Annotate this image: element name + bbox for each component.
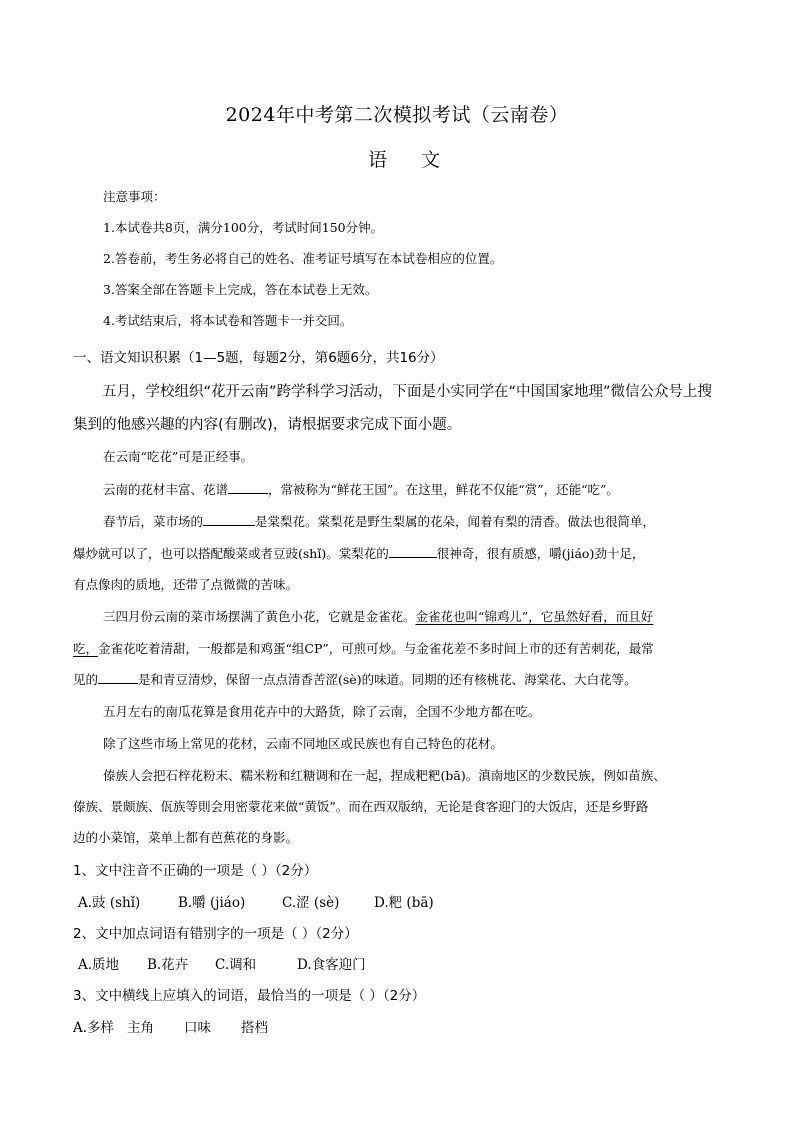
article-text: 爆炒就可以了，也可以搭配酸菜或者豆豉(shǐ)。棠梨花的 <box>73 546 389 561</box>
option: D.粑 (bā) <box>374 895 434 911</box>
article-paragraph <box>73 670 794 688</box>
notice-item: 1.本试卷共8页，满分100分，考试时间150分钟。 <box>103 220 384 235</box>
option: D.食客迎门 <box>297 957 366 973</box>
article-text: 见的 <box>73 672 99 687</box>
exam-title: 2024年中考第二次模拟考试（云南卷） <box>225 104 569 126</box>
fill-blank <box>228 481 268 495</box>
section-heading: 一、语文知识积累（1—5题，每题2分，第6题6分，共16分） <box>73 350 444 366</box>
article-paragraph <box>103 607 794 625</box>
fill-blank <box>98 671 138 685</box>
notice-item: 3.答案全部在答题卡上完成，答在本试卷上无效。 <box>103 282 378 297</box>
article-paragraph: 除了这些市场上常见的花材，云南不同地区或民族也有自己特色的花材。 <box>103 736 504 751</box>
article-text: 是和青豆清炒，保留一点点清香苦涩(sè)的味道。同期的还有核桃花、海棠花、大白花等。 <box>138 672 637 687</box>
fill-blank <box>203 513 255 527</box>
article-paragraph: 边的小菜馆，菜单上都有芭蕉花的身影。 <box>73 830 299 845</box>
article-text: ，常被称为“鲜花王国”。在这里，鲜花不仅能“赏”，还能“吃”。 <box>268 482 619 497</box>
article-paragraph <box>103 512 794 530</box>
question-stem: 3、文中横线上应填入的词语，最恰当的一项是（ ）（2分） <box>73 988 426 1004</box>
option: B.嚼 (jiáo) <box>178 895 246 911</box>
article-text: 很神奇，很有质感，嚼(jiáo)劲十足， <box>436 546 645 561</box>
article-paragraph: 五月左右的南瓜花算是食用花卉中的大路货，除了云南，全国不少地方都在吃。 <box>103 704 541 719</box>
section-intro: 集到的他感兴趣的内容(有删改)，请根据要求完成下面小题。 <box>73 417 462 433</box>
option: 口味 <box>184 1020 211 1036</box>
option: A.豉 (shǐ) <box>78 895 141 911</box>
question-options <box>78 891 794 911</box>
article-text: 春节后，菜市场的 <box>103 514 204 529</box>
article-paragraph <box>73 639 794 657</box>
exam-subject: 语 文 <box>367 149 455 171</box>
article-paragraph: 有点像肉的质地，还带了点微微的苦味。 <box>73 577 299 592</box>
option: C.调和 <box>215 957 257 973</box>
article-text: 金雀花吃着清甜，一般都是和鸡蛋“组CP”，可煎可炒。与金雀花差不多时间上市的还有苦刺花，最常 <box>98 641 654 656</box>
notice-heading: 注意事项： <box>103 189 166 204</box>
question-stem: 2、文中加点词语有错别字的一项是（ ）（2分） <box>73 926 358 942</box>
article-paragraph <box>73 544 794 562</box>
option: B.花卉 <box>147 957 189 973</box>
section-intro: 五月，学校组织“花开云南”跨学科学习活动，下面是小实同学在“中国国家地理”微信公众号上搜 <box>102 384 713 400</box>
option: A.质地 <box>78 957 120 973</box>
question-options <box>73 1016 794 1036</box>
notice-item: 2.答卷前，考生务必将自己的姓名、准考证号填写在本试卷相应的位置。 <box>103 251 503 266</box>
article-paragraph: 在云南“吃花”可是正经事。 <box>103 449 254 464</box>
notice-item: 4.考试结束后，将本试卷和答题卡一并交回。 <box>103 313 353 328</box>
option: C.涩 (sè) <box>282 895 340 911</box>
option: 主角 <box>127 1020 154 1036</box>
fill-blank <box>389 545 437 559</box>
article-text: 云南的花材丰富、花谱 <box>103 482 229 497</box>
question-options <box>78 953 794 973</box>
article-paragraph <box>103 480 794 498</box>
article-text: 是棠梨花。棠梨花是野生梨属的花朵，闻着有梨的清香。做法也很简单， <box>255 514 656 529</box>
option: 搭档 <box>241 1020 268 1036</box>
article-paragraph: 傣族人会把石梓花粉末、糯米粉和红糖调和在一起，捏成粑粑(bā)。滇南地区的少数民族，例如苗族、 <box>103 768 666 783</box>
underlined-sentence: 吃， <box>73 641 99 656</box>
article-text: 三四月份云南的菜市场摆满了黄色小花，它就是金雀花。 <box>103 609 416 624</box>
article-paragraph: 傣族、景颇族、佤族等則会用密蒙花来做“黄饭”。而在西双版纳，无论是食客迎门的大饭店，还是乡野路 <box>73 799 649 814</box>
question-stem: 1、文中注音不正确的一项是（ ）（2分） <box>73 863 318 879</box>
underlined-sentence: 金雀花也叫“锦鸡儿”，它虽然好看，而且好 <box>415 609 654 624</box>
option: A.多样 <box>73 1020 115 1036</box>
